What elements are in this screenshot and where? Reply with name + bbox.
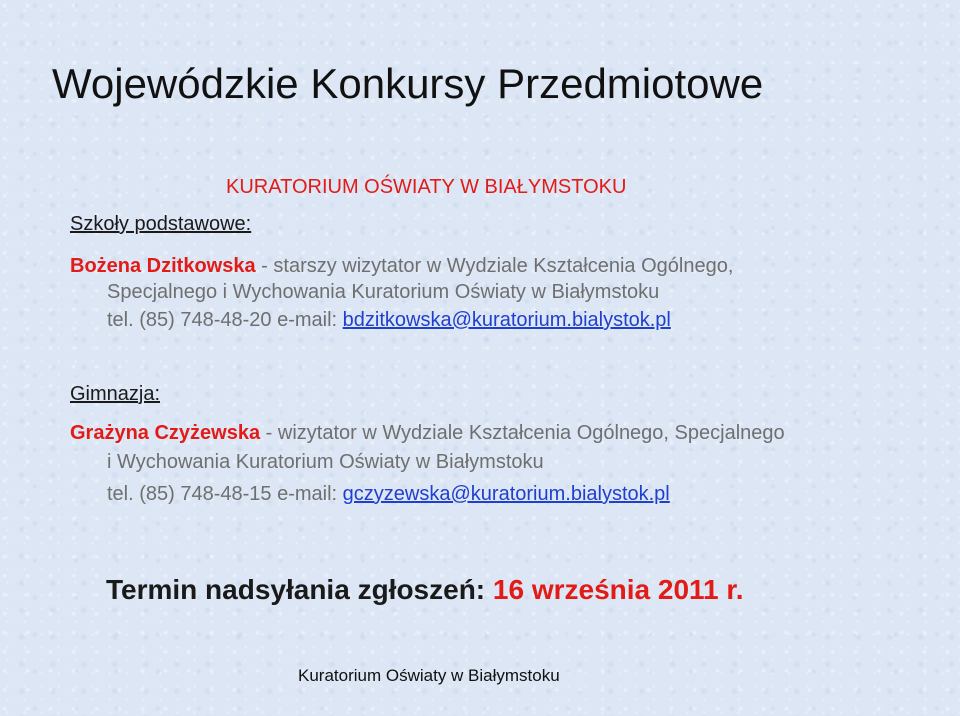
page-title: Wojewódzkie Konkursy Przedmiotowe [52, 60, 764, 107]
deadline [106, 574, 744, 606]
contact-primary-line2: Specjalnego i Wychowania Kuratorium Oświaty w Białymstoku [107, 281, 660, 303]
section-label-gymnasium: Gimnazja: [70, 383, 161, 405]
contact-phone: tel. (85) 748-48-20 e-mail: [107, 309, 343, 331]
deadline-date: 16 września 2011 r. [492, 574, 744, 605]
contact-role: - starszy wizytator w Wydziale Kształcenia Ogólnego, [255, 255, 734, 277]
email-link[interactable]: bdzitkowska@kuratorium.bialystok.pl [342, 309, 671, 331]
section-label-primary-schools: Szkoły podstawowe: [70, 213, 252, 235]
contact-phone: tel. (85) 748-48-15 e-mail: [107, 483, 343, 505]
contact-gymnasium-line2: i Wychowania Kuratorium Oświaty w Białymstoku [107, 451, 544, 473]
organization-heading: KURATORIUM OŚWIATY W BIAŁYMSTOKU [226, 176, 627, 198]
footer: Kuratorium Oświaty w Białymstoku [298, 666, 560, 685]
contact-name: Bożena Dzitkowska [70, 255, 256, 277]
email-link[interactable]: gczyzewska@kuratorium.bialystok.pl [342, 483, 670, 505]
contact-primary-line1 [70, 255, 733, 278]
contact-gymnasium-line1 [70, 422, 785, 445]
deadline-label: Termin nadsyłania zgłoszeń: [106, 574, 493, 605]
contact-name: Grażyna Czyżewska [70, 422, 261, 444]
contact-gymnasium-line3 [107, 483, 670, 506]
contact-primary-line3 [107, 309, 671, 332]
contact-role: - wizytator w Wydziale Kształcenia Ogólnego, Specjalnego [260, 422, 785, 444]
